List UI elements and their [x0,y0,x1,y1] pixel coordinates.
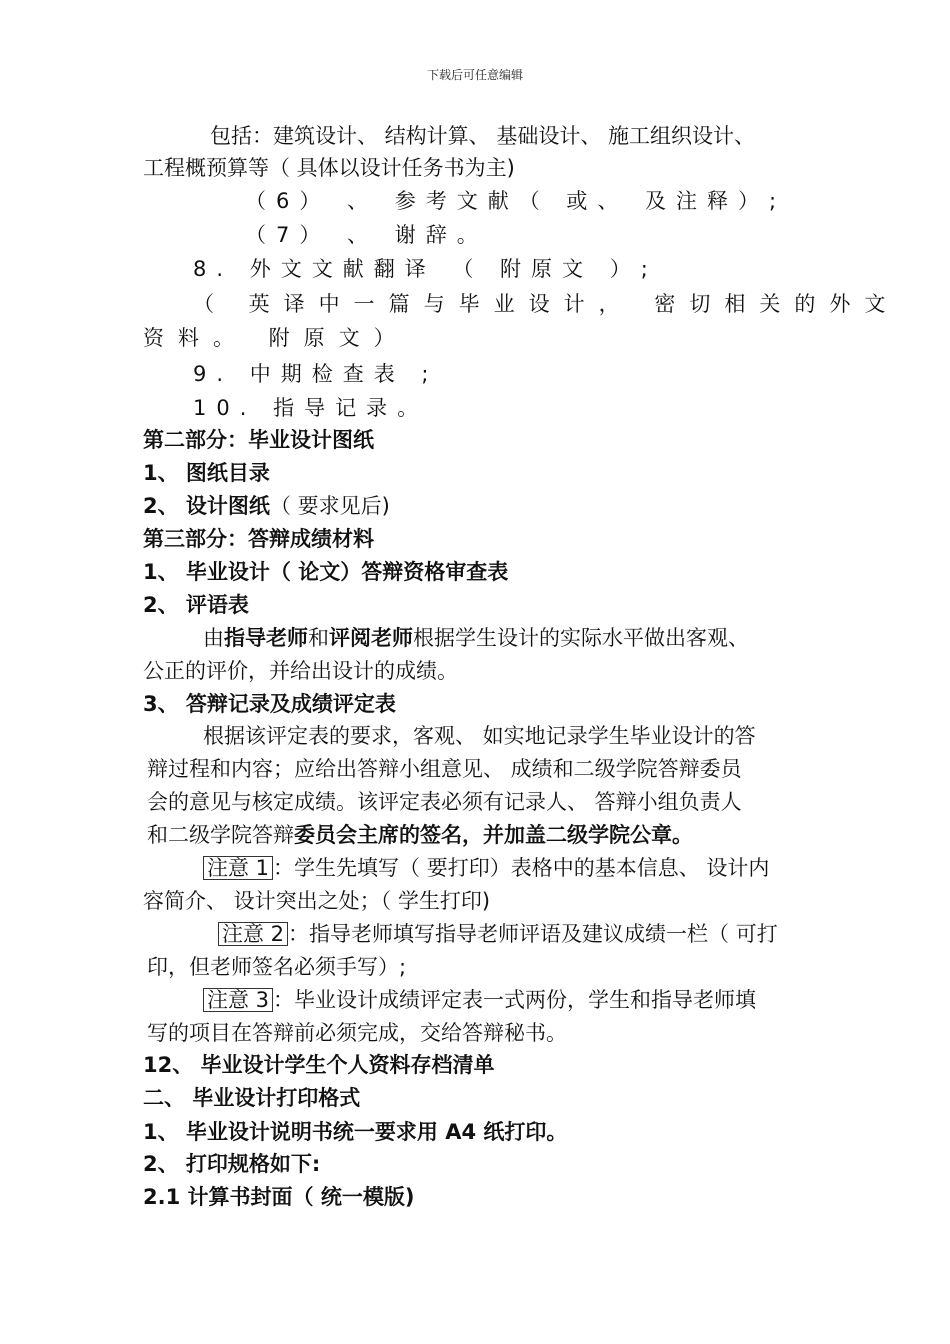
note-text: ：指导老师填写指导老师评语及建议成绩一栏（ 可打 [288,922,778,946]
note-label: 注意 3 [203,988,273,1012]
paragraph-line: 工程概预算等（ 具体以设计任务书为主) [143,156,515,180]
list-item [143,491,390,521]
text-run: 和二级学院答辩 [147,823,294,847]
list-item: 2、 评语表 [143,593,249,617]
text-run-bold: 评阅老师 [329,626,413,650]
note-text: ：毕业设计成绩评定表一式两份，学生和指导老师填 [273,988,757,1012]
paragraph-line: 容简介、 设计突出之处；（ 学生打印) [143,889,491,913]
list-item: 9. 中期检查表 ; [193,362,439,386]
list-item: 1、 毕业设计（ 论文）答辩资格审查表 [143,560,509,584]
note-line [203,853,769,883]
section-heading: 二、 毕业设计打印格式 [143,1086,361,1110]
list-item: 2、 打印规格如下: [143,1152,321,1176]
paragraph-line: 会的意见与核定成绩。该评定表必须有记录人、 答辩小组负责人 [147,790,742,814]
note-line [218,919,778,949]
list-item: 3、 答辩记录及成绩评定表 [143,692,396,716]
note-label: 注意 1 [203,856,273,880]
paragraph-line [203,623,749,653]
list-item-note: （ 要求见后) [269,494,390,518]
paragraph-line [147,820,693,850]
list-item: 2.1 计算书封面（ 统一模版) [143,1185,415,1209]
section-heading: 第三部分：答辩成绩材料 [143,527,374,551]
paragraph-line: 公正的评价，并给出设计的成绩。 [143,659,458,683]
list-item-title: 2、 设计图纸 [143,494,270,518]
paragraph-line: 资料。 附原文） [143,326,409,350]
list-item: 1、 图纸目录 [143,461,270,485]
text-run: 根据学生设计的实际水平做出客观、 [413,626,749,650]
paragraph-line: （ 英译中一篇与毕业设计， 密切相关的外文 [193,292,900,316]
paragraph-line: 根据该评定表的要求，客观、 如实地记录学生毕业设计的答 [203,724,756,748]
list-item: 12、 毕业设计学生个人资料存档清单 [143,1053,495,1077]
text-run-bold: 委员会主席的签名，并加盖二级学院公章。 [294,823,693,847]
note-text: ：学生先填写（ 要打印）表格中的基本信息、 设计内 [273,856,770,880]
paragraph-line: 印，但老师签名必须手写）; [147,955,407,979]
page-header: 下载后可任意编辑 [426,68,523,82]
list-item: 10. 指导记录。 [193,396,429,420]
paragraph-line: 辩过程和内容；应给出答辩小组意见、 成绩和二级学院答辩委员 [147,757,742,781]
text-run-bold: 指导老师 [224,626,308,650]
paragraph-line: 写的项目在答辩前必须完成，交给答辩秘书。 [147,1021,567,1045]
list-item: （7） 、 谢辞。 [245,223,488,247]
note-line [203,985,756,1015]
text-run: 和 [308,626,329,650]
section-heading: 第二部分：毕业设计图纸 [143,428,374,452]
paragraph-line: 包括：建筑设计、 结构计算、 基础设计、 施工组织设计、 [210,124,756,148]
list-item: （6） 、 参考文献（ 或、 及注释）; [245,189,787,213]
note-label: 注意 2 [218,922,288,946]
text-run: 由 [203,626,224,650]
list-item: 1、 毕业设计说明书统一要求用 A4 纸打印。 [143,1120,568,1144]
list-item: 8. 外文文献翻译 （ 附原文 ）; [193,257,658,281]
